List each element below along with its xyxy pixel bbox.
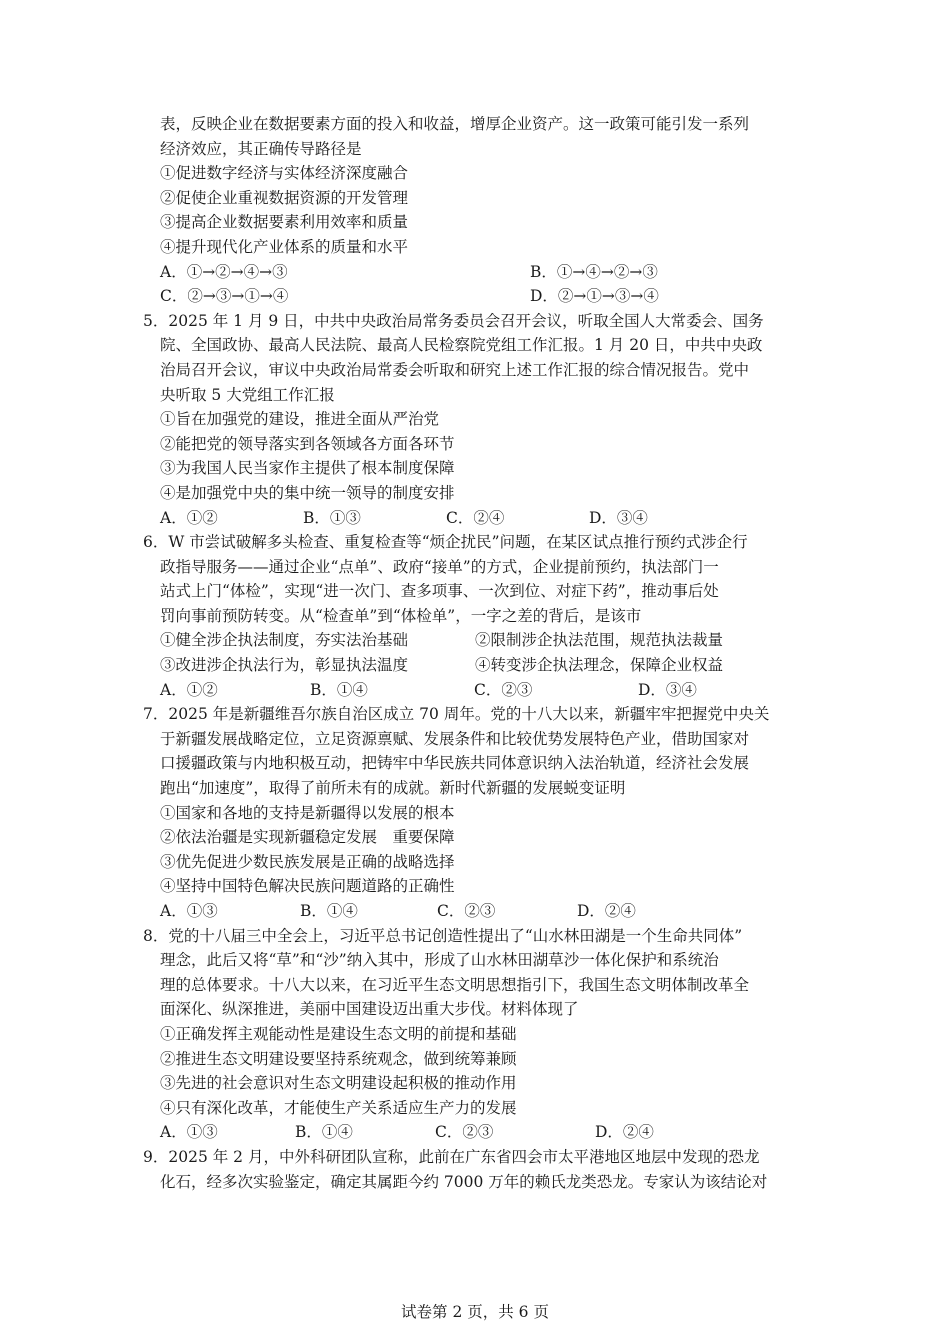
question-7-statement: ②依法治疆是实现新疆稳定发展 重要保障 [160,828,455,847]
question-6-option-b: B．①④ [310,680,368,699]
question-7-option-c: C．②③ [437,902,496,920]
question-7-stem-line: 于新疆发展战略定位，立足资源禀赋、发展条件和比较优势发展特色产业，借助国家对 [160,729,750,748]
question-6-statement: ④转变涉企执法理念，保障企业权益 [475,656,724,675]
question-4-options-row [143,284,813,309]
question-5 [143,309,813,530]
question-6-option-c: C．②③ [474,680,533,699]
question-4-option-d: D．②→①→③→④ [530,287,659,306]
question-8 [143,924,813,1145]
question-6-stem-line: 罚向事前预防转变。从“检查单”到“体检单”，一字之差的背后，是该市 [160,606,642,625]
question-7-options-row [143,899,813,924]
question-4-stem-line: 表，反映企业在数据要素方面的投入和收益，增厚企业资产。这一政策可能引发一系列 [160,115,750,133]
question-7-statement: ③优先促进少数民族发展是正确的战略选择 [160,852,455,871]
page-footer: 试卷第 2 页，共 6 页 [401,1303,549,1321]
question-6-option-d: D．③④ [638,680,697,699]
question-7 [143,702,813,923]
question-7-option-a: A．①③ [160,902,218,920]
question-4-statement: ①促进数字经济与实体经济深度融合 [160,164,409,183]
question-6-statement: ③改进涉企执法行为，彰显执法温度 [160,656,409,675]
question-8-statement: ②推进生态文明建设要坚持系统观念，做到统筹兼顾 [160,1049,517,1068]
question-6-stem-line: 6．W 市尝试破解多头检查、重复检查等“烦企扰民”问题，在某区试点推行预约式涉企行 [143,533,748,552]
question-8-option-a: A．①③ [160,1123,218,1142]
question-4-options-row [143,260,813,285]
question-9 [143,1145,813,1194]
question-8-statement: ③先进的社会意识对生态文明建设起积极的推动作用 [160,1074,517,1093]
question-5-option-c: C．②④ [446,508,505,527]
question-8-option-b: B．①④ [295,1123,353,1142]
question-8-option-d: D．②④ [595,1123,654,1142]
question-6-options-row [143,678,813,703]
question-8-statement: ①正确发挥主观能动性是建设生态文明的前提和基础 [160,1024,517,1043]
question-8-stem-line: 理念，此后又将“草”和“沙”纳入其中，形成了山水林田湖草沙一体化保护和系统治 [160,951,719,970]
exam-content [143,112,813,1194]
question-5-option-d: D．③④ [589,508,648,527]
question-5-option-b: B．①③ [303,508,361,527]
question-8-statement: ④只有深化改革，才能使生产关系适应生产力的发展 [160,1098,517,1117]
question-4-statement: ④提升现代化产业体系的质量和水平 [160,237,409,256]
question-6-statement: ①健全涉企执法制度，夯实法治基础 [160,631,409,650]
question-6-statements-row [143,628,813,653]
question-6-stem-line: 政指导服务——通过企业“点单”、政府“接单”的方式，企业提前预约，执法部门一 [160,557,719,576]
question-7-stem-line: 7．2025 年是新疆维吾尔族自治区成立 70 周年。党的十八大以来，新疆牢牢把握党中央关 [143,705,770,724]
question-5-statement: ①旨在加强党的建设，推进全面从严治党 [160,410,440,429]
question-4-statement: ③提高企业数据要素利用效率和质量 [160,213,409,232]
question-8-stem-line: 面深化、纵深推进，美丽中国建设迈出重大步伐。材料体现了 [160,1000,579,1019]
question-7-option-b: B．①④ [300,902,358,920]
question-8-stem-line: 8．党的十八届三中全会上，习近平总书记创造性提出了“山水林田湖是一个生命共同体” [143,926,743,945]
question-8-options-row [143,1120,813,1145]
question-5-stem-line: 治局召开会议，审议中央政治局常委会听取和研究上述工作汇报的综合情况报告。党中 [160,360,750,379]
question-5-stem-line: 院、全国政协、最高人民法院、最高人民检察院党组工作汇报。1 月 20 日，中共中央政 [160,336,763,355]
question-7-stem-line: 跑出“加速度”，取得了前所未有的成就。新时代新疆的发展蜕变证明 [160,779,626,798]
question-5-statement: ④是加强党中央的集中统一领导的制度安排 [160,483,455,502]
question-5-statement: ②能把党的领导落实到各领域各方面各环节 [160,434,455,453]
question-5-statement: ③为我国人民当家作主提供了根本制度保障 [160,459,455,478]
question-4-stem-line: 经济效应，其正确传导路径是 [160,139,362,158]
question-6-statement: ②限制涉企执法范围，规范执法裁量 [475,631,724,650]
question-6 [143,530,813,702]
question-7-statement: ①国家和各地的支持是新疆得以发展的根本 [160,803,455,822]
question-5-option-a: A．①② [160,508,218,527]
question-5-stem-line: 5．2025 年 1 月 9 日，中共中央政治局常务委员会召开会议，听取全国人大常委会、国务 [143,311,764,330]
question-5-options-row [143,506,813,531]
question-7-stem-line: 口援疆政策与内地积极互动，把铸牢中华民族共同体意识纳入法治轨道，经济社会发展 [160,754,750,773]
question-5-stem-line: 央听取 5 大党组工作汇报 [160,385,335,404]
question-6-statements-row [143,653,813,678]
question-4-statement: ②促使企业重视数据资源的开发管理 [160,188,409,207]
question-8-option-c: C．②③ [435,1123,494,1142]
question-4-option-a: A．①→②→④→③ [160,262,288,281]
question-4-option-b: B．①→④→②→③ [530,262,658,281]
question-9-stem-line: 化石，经多次实验鉴定，确定其属距今约 7000 万年的赖氏龙类恐龙。专家认为该结论对 [160,1172,768,1191]
question-4-option-c: C．②→③→①→④ [160,287,289,306]
question-6-option-a: A．①② [160,680,218,699]
question-9-stem-line: 9．2025 年 2 月，中外科研团队宣称，此前在广东省四会市太平港地区地层中发现的恐龙 [143,1147,760,1166]
question-6-stem-line: 站式上门“体检”，实现“进一次门、查多项事、一次到位、对症下药”，推动事后处 [160,582,719,601]
question-7-statement: ④坚持中国特色解决民族问题道路的正确性 [160,877,455,896]
question-4 [143,112,813,309]
question-8-stem-line: 理的总体要求。十八大以来，在习近平生态文明思想指引下，我国生态文明体制改革全 [160,975,750,994]
question-7-option-d: D．②④ [577,902,636,920]
